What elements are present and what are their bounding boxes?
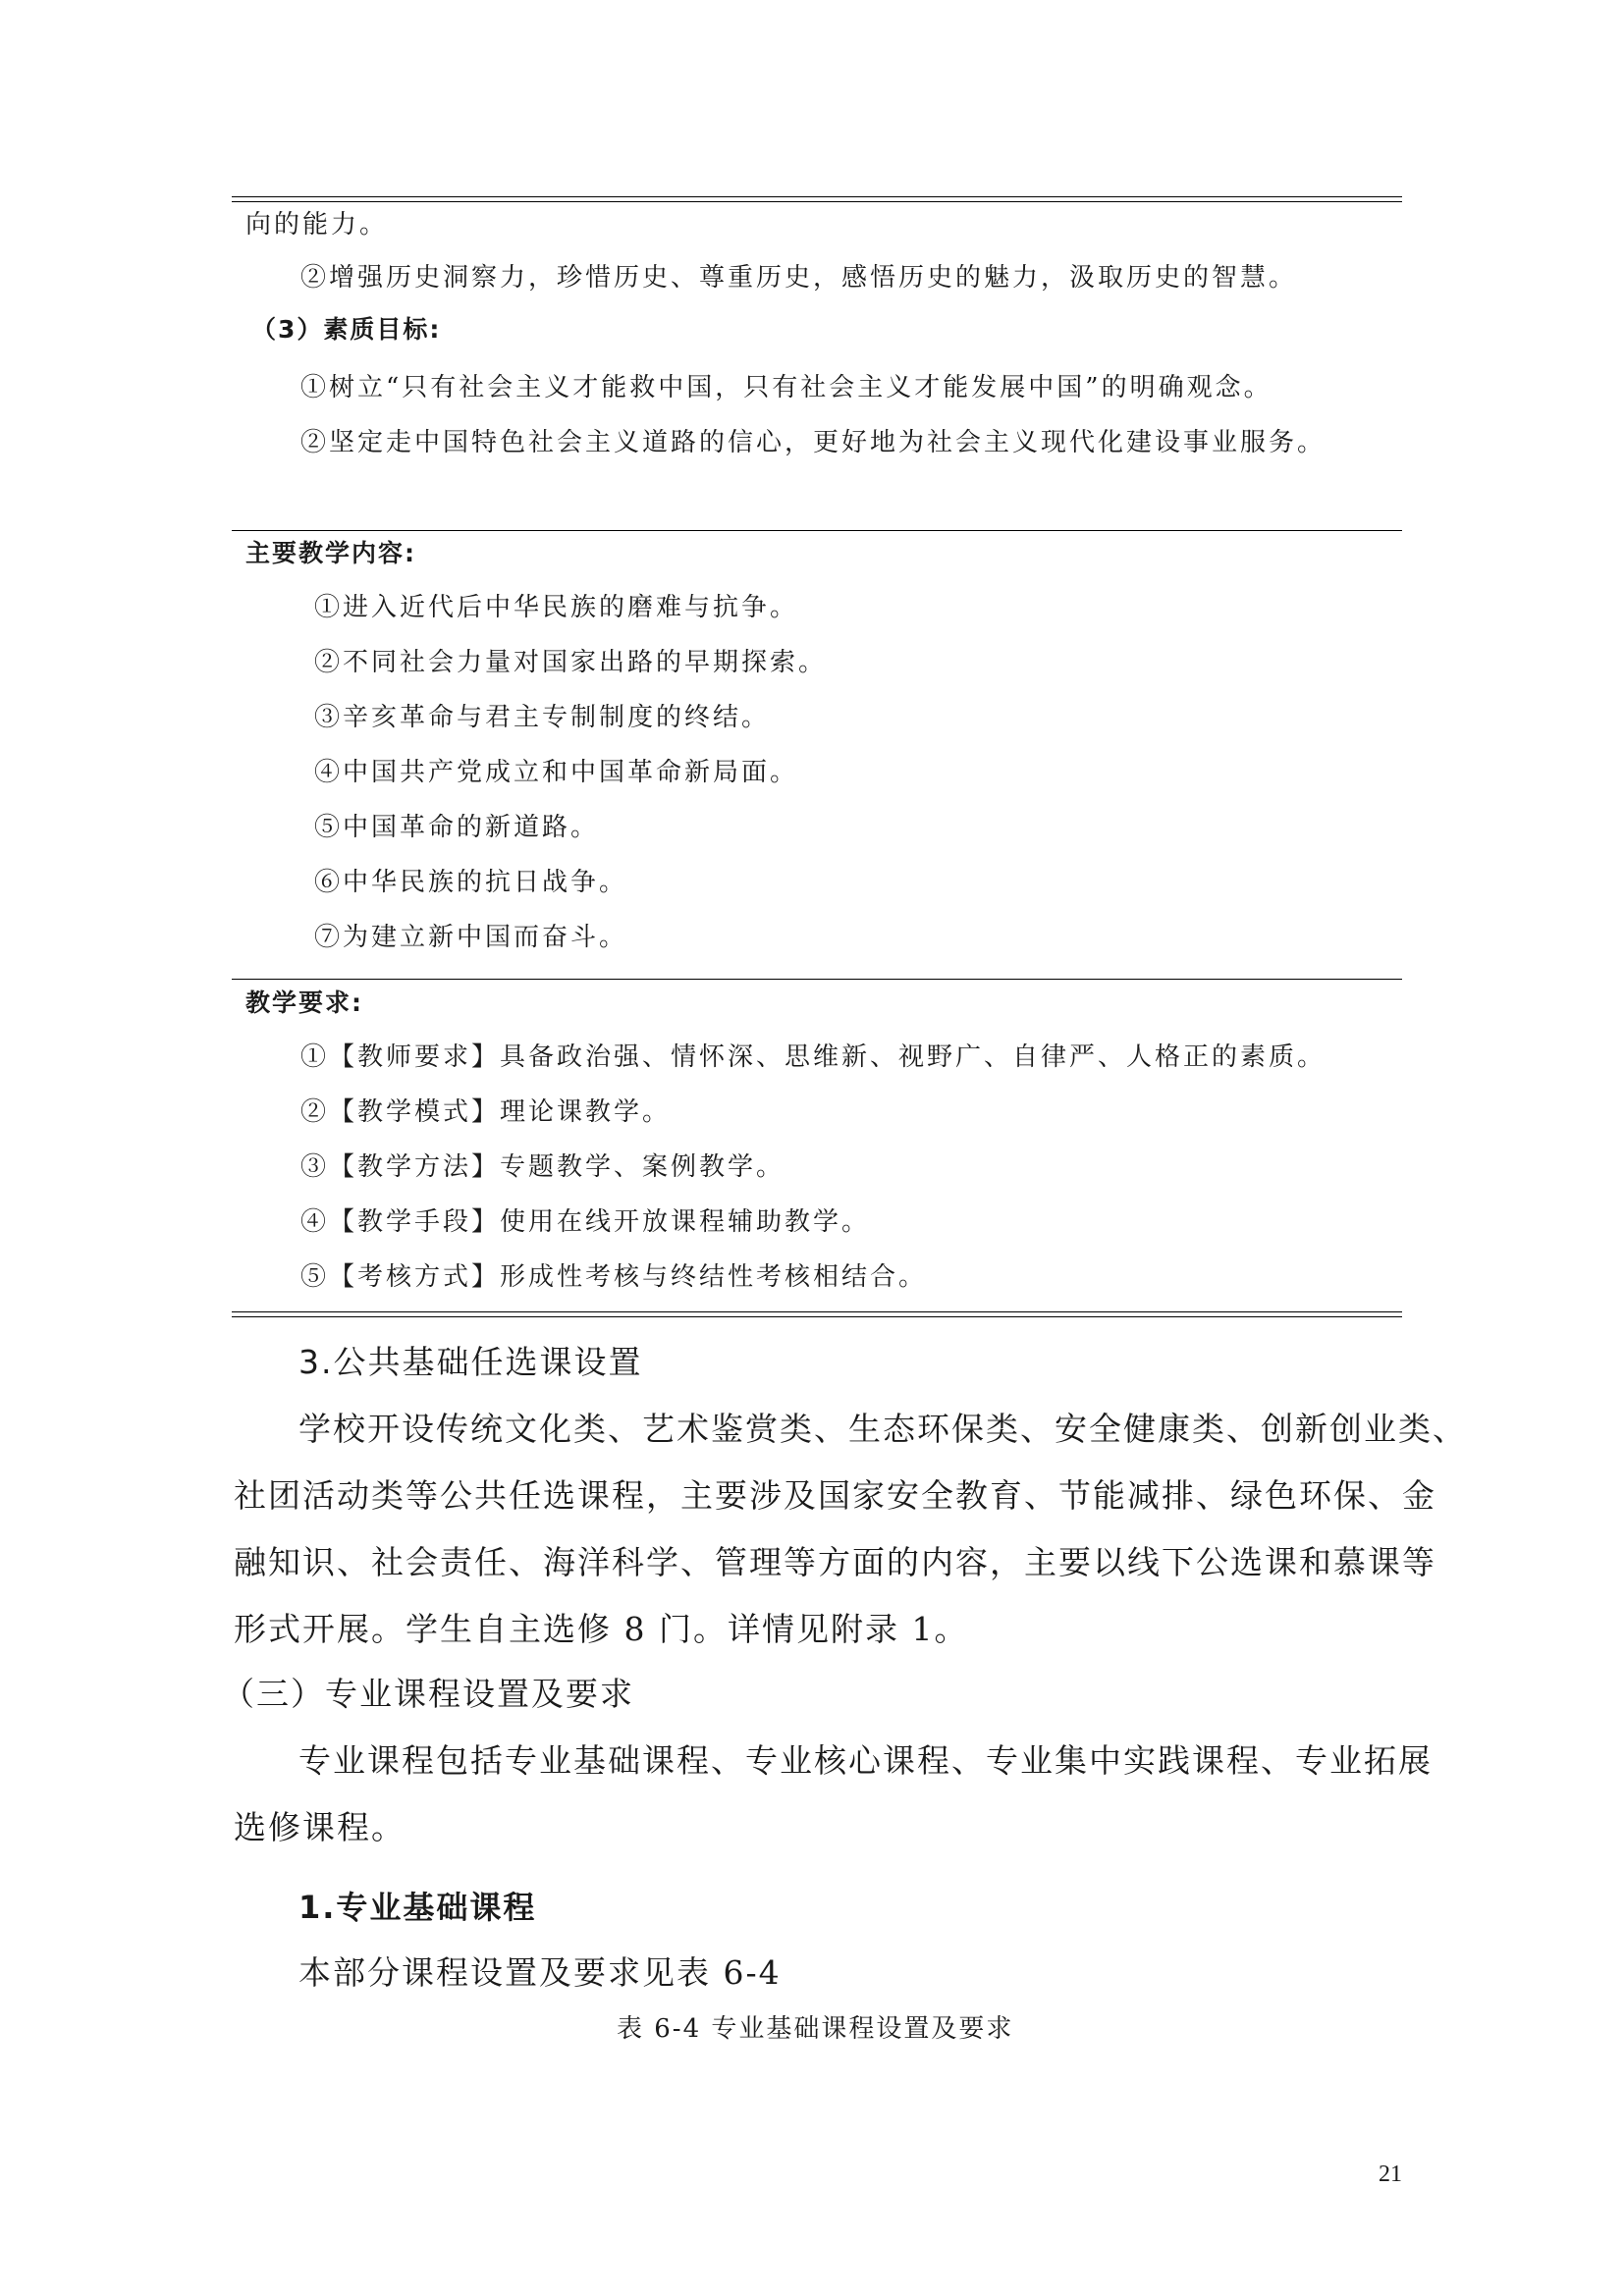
goals-tail-line: ②增强历史洞察力，珍惜历史、尊重历史，感悟历史的魅力，汲取历史的智慧。 <box>300 263 1298 293</box>
table-row-divider <box>232 979 1402 980</box>
requirement-item: ①【教师要求】具备政治强、情怀深、思维新、视野广、自律严、人格正的素质。 <box>300 1042 1326 1072</box>
content-item: ⑦为建立新中国而奋斗。 <box>314 923 628 952</box>
section-heading: （三）专业课程设置及要求 <box>222 1675 634 1713</box>
table-top-rule-outer <box>232 196 1402 197</box>
table-bottom-rule-outer <box>232 1316 1402 1317</box>
table-row-divider <box>232 530 1402 531</box>
content-item: ③辛亥革命与君主专制制度的终结。 <box>314 703 771 732</box>
subsection-heading: 1.专业基础课程 <box>298 1889 537 1926</box>
requirements-heading: 教学要求: <box>245 988 363 1017</box>
page-number: 21 <box>1379 2162 1402 2187</box>
requirement-item: ③【教学方法】专题教学、案例教学。 <box>300 1152 785 1182</box>
table-caption: 表 6-4 专业基础课程设置及要求 <box>617 2014 1014 2044</box>
table-bottom-rule-inner <box>232 1311 1402 1312</box>
quality-goal-item: ②坚定走中国特色社会主义道路的信心，更好地为社会主义现代化建设事业服务。 <box>300 428 1326 457</box>
section-heading: 3.公共基础任选课设置 <box>298 1343 643 1381</box>
paragraph-line: 本部分课程设置及要求见表 6-4 <box>298 1953 782 1992</box>
paragraph-line: 社团活动类等公共任选课程，主要涉及国家安全教育、节能减排、绿色环保、金 <box>234 1476 1436 1515</box>
requirement-item: ⑤【考核方式】形成性考核与终结性考核相结合。 <box>300 1262 928 1292</box>
content-item: ⑥中华民族的抗日战争。 <box>314 868 628 897</box>
paragraph-line: 选修课程。 <box>234 1808 406 1846</box>
paragraph-line: 形式开展。学生自主选修 8 门。详情见附录 1。 <box>234 1610 969 1648</box>
table-top-rule-inner <box>232 201 1402 202</box>
goals-tail-line: 向的能力。 <box>245 210 389 240</box>
content-item: ①进入近代后中华民族的磨难与抗争。 <box>314 593 799 622</box>
quality-goal-heading: （3）素质目标: <box>251 315 442 344</box>
paragraph-line: 融知识、社会责任、海洋科学、管理等方面的内容，主要以线下公选课和慕课等 <box>234 1543 1436 1581</box>
content-item: ⑤中国革命的新道路。 <box>314 813 600 842</box>
paragraph-line: 专业课程包括专业基础课程、专业核心课程、专业集中实践课程、专业拓展 <box>298 1741 1433 1780</box>
content-heading: 主要教学内容: <box>245 539 416 567</box>
course-table-fragment <box>232 196 1402 1315</box>
content-item: ④中国共产党成立和中国革命新局面。 <box>314 758 799 787</box>
paragraph-line: 学校开设传统文化类、艺术鉴赏类、生态环保类、安全健康类、创新创业类、 <box>298 1410 1467 1448</box>
quality-goal-item: ①树立“只有社会主义才能救中国，只有社会主义才能发展中国”的明确观念。 <box>300 373 1272 402</box>
requirement-item: ②【教学模式】理论课教学。 <box>300 1097 672 1127</box>
content-item: ②不同社会力量对国家出路的早期探索。 <box>314 648 828 677</box>
requirement-item: ④【教学手段】使用在线开放课程辅助教学。 <box>300 1207 871 1237</box>
